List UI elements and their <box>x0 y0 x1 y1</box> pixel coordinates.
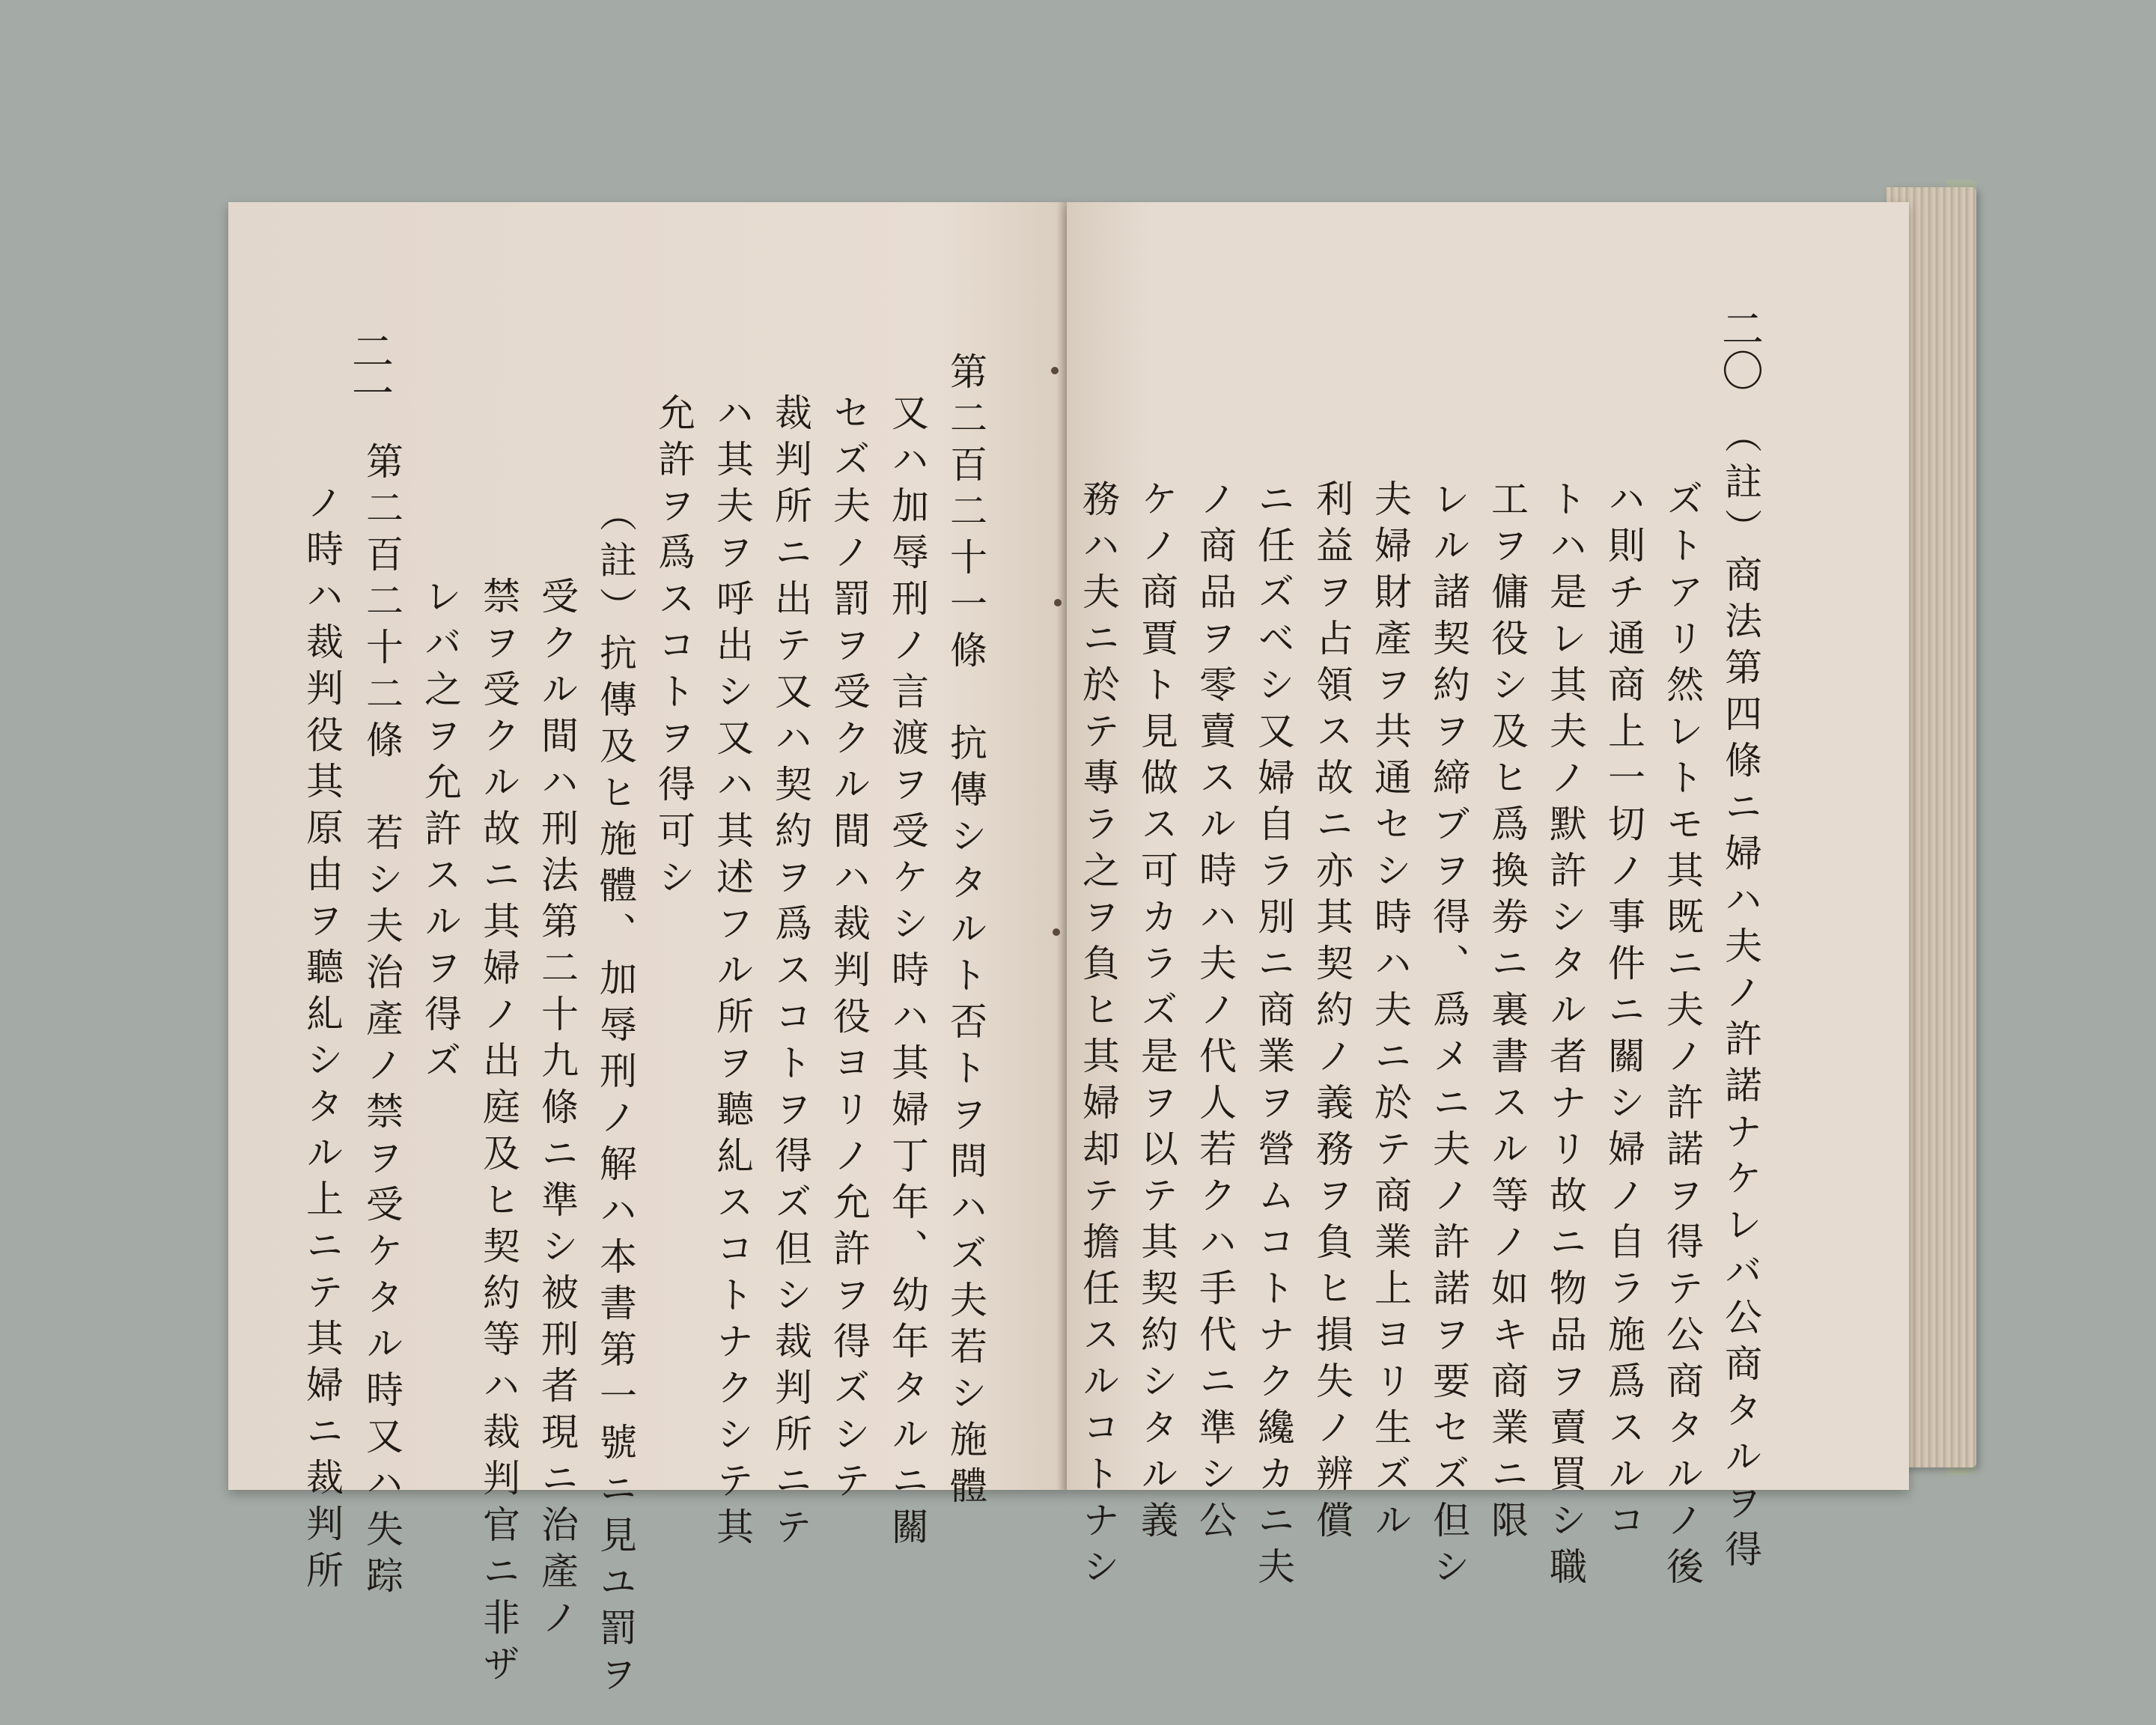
text-column: 又ハ加辱刑ノ言渡ヲ受ケシ時ハ其婦丁年、幼年タルニ關 <box>886 393 929 1554</box>
text-column: （註）抗傳及ヒ施體、加辱刑ノ解ハ本書第一號ニ見ユ罰ヲ <box>594 494 637 1701</box>
text-column: （註）商法第四條ニ婦ハ夫ノ許諾ナケレバ公商タルヲ得 <box>1719 416 1762 1576</box>
text-column: トハ是レ其夫ノ默許シタル者ナリ故ニ物品ヲ賣買シ職 <box>1544 479 1587 1593</box>
binding-hole <box>1054 599 1062 606</box>
right-page <box>1067 202 1909 1593</box>
text-column: 利益ヲ占領ス故ニ亦其契約ノ義務ヲ負ヒ損失ノ辨償 <box>1310 479 1353 1547</box>
binding-hole <box>1053 928 1060 936</box>
text-column: 夫婦財產ヲ共通セシ時ハ夫ニ於テ商業上ヨリ生ズル <box>1368 479 1412 1547</box>
text-column: 第二百二十一條 抗傳シタルト否トヲ問ハズ夫若シ施體 <box>944 352 987 1512</box>
text-column: ノ商品ヲ零賣スル時ハ夫ノ代人若クハ手代ニ準シ公 <box>1193 479 1237 1547</box>
text-column: ニ任ズベシ又婦自ラ別ニ商業ヲ營ムコトナク纔カニ夫 <box>1252 479 1295 1593</box>
text-column: レバ之ヲ允許スルヲ得ズ <box>418 576 462 1087</box>
text-column: レル諸契約ヲ締ブヲ得、爲メニ夫ノ許諾ヲ要セズ但シ <box>1427 479 1470 1593</box>
page-number-left: 二一 <box>345 329 394 413</box>
text-column: セズ夫ノ罰ヲ受クル間ハ裁判役ヨリノ允許ヲ得ズシテ <box>827 393 871 1507</box>
text-column: ケノ商賈ト見做ス可カラズ是ヲ以テ其契約シタル義 <box>1135 479 1178 1547</box>
text-column: 允許ヲ爲スコトヲ得可シ <box>652 393 695 904</box>
text-column: 受クル間ハ刑法第二十九條ニ準シ被刑者現ニ治產ノ <box>535 576 579 1644</box>
binding-hole <box>1051 367 1059 374</box>
page-number-right: 二〇 <box>1715 307 1764 391</box>
text-column: 務ハ夫ニ於テ專ラ之ヲ負ヒ其婦却テ擔任スルコトナシ <box>1077 479 1120 1593</box>
text-column: 第二百二十二條 若シ夫治產ノ禁ヲ受ケタル時又ハ失踪 <box>360 442 404 1602</box>
text-column: ハ其夫ヲ呼出シ又ハ其述フル所ヲ聽糺スコトナクシテ其 <box>710 393 754 1554</box>
text-column: ズトアリ然レトモ其既ニ夫ノ許諾ヲ得テ公商タルノ後 <box>1660 479 1704 1593</box>
text-column: 禁ヲ受クル故ニ其婦ノ出庭及ヒ契約等ハ裁判官ニ非ザ <box>477 576 520 1691</box>
text-column: 工ヲ傭役シ及ヒ爲換劵ニ裏書スル等ノ如キ商業ニ限 <box>1485 479 1529 1547</box>
text-column: ハ則チ通商上一切ノ事件ニ關シ婦ノ自ラ施爲スルコ <box>1602 479 1645 1547</box>
left-page <box>228 202 1067 1701</box>
text-column: 裁判所ニ出テ又ハ契約ヲ爲スコトヲ得ズ但シ裁判所ニテ <box>769 393 812 1554</box>
text-column: ノ時ハ裁判役其原由ヲ聽糺シタル上ニテ其婦ニ裁判所 <box>300 483 344 1597</box>
